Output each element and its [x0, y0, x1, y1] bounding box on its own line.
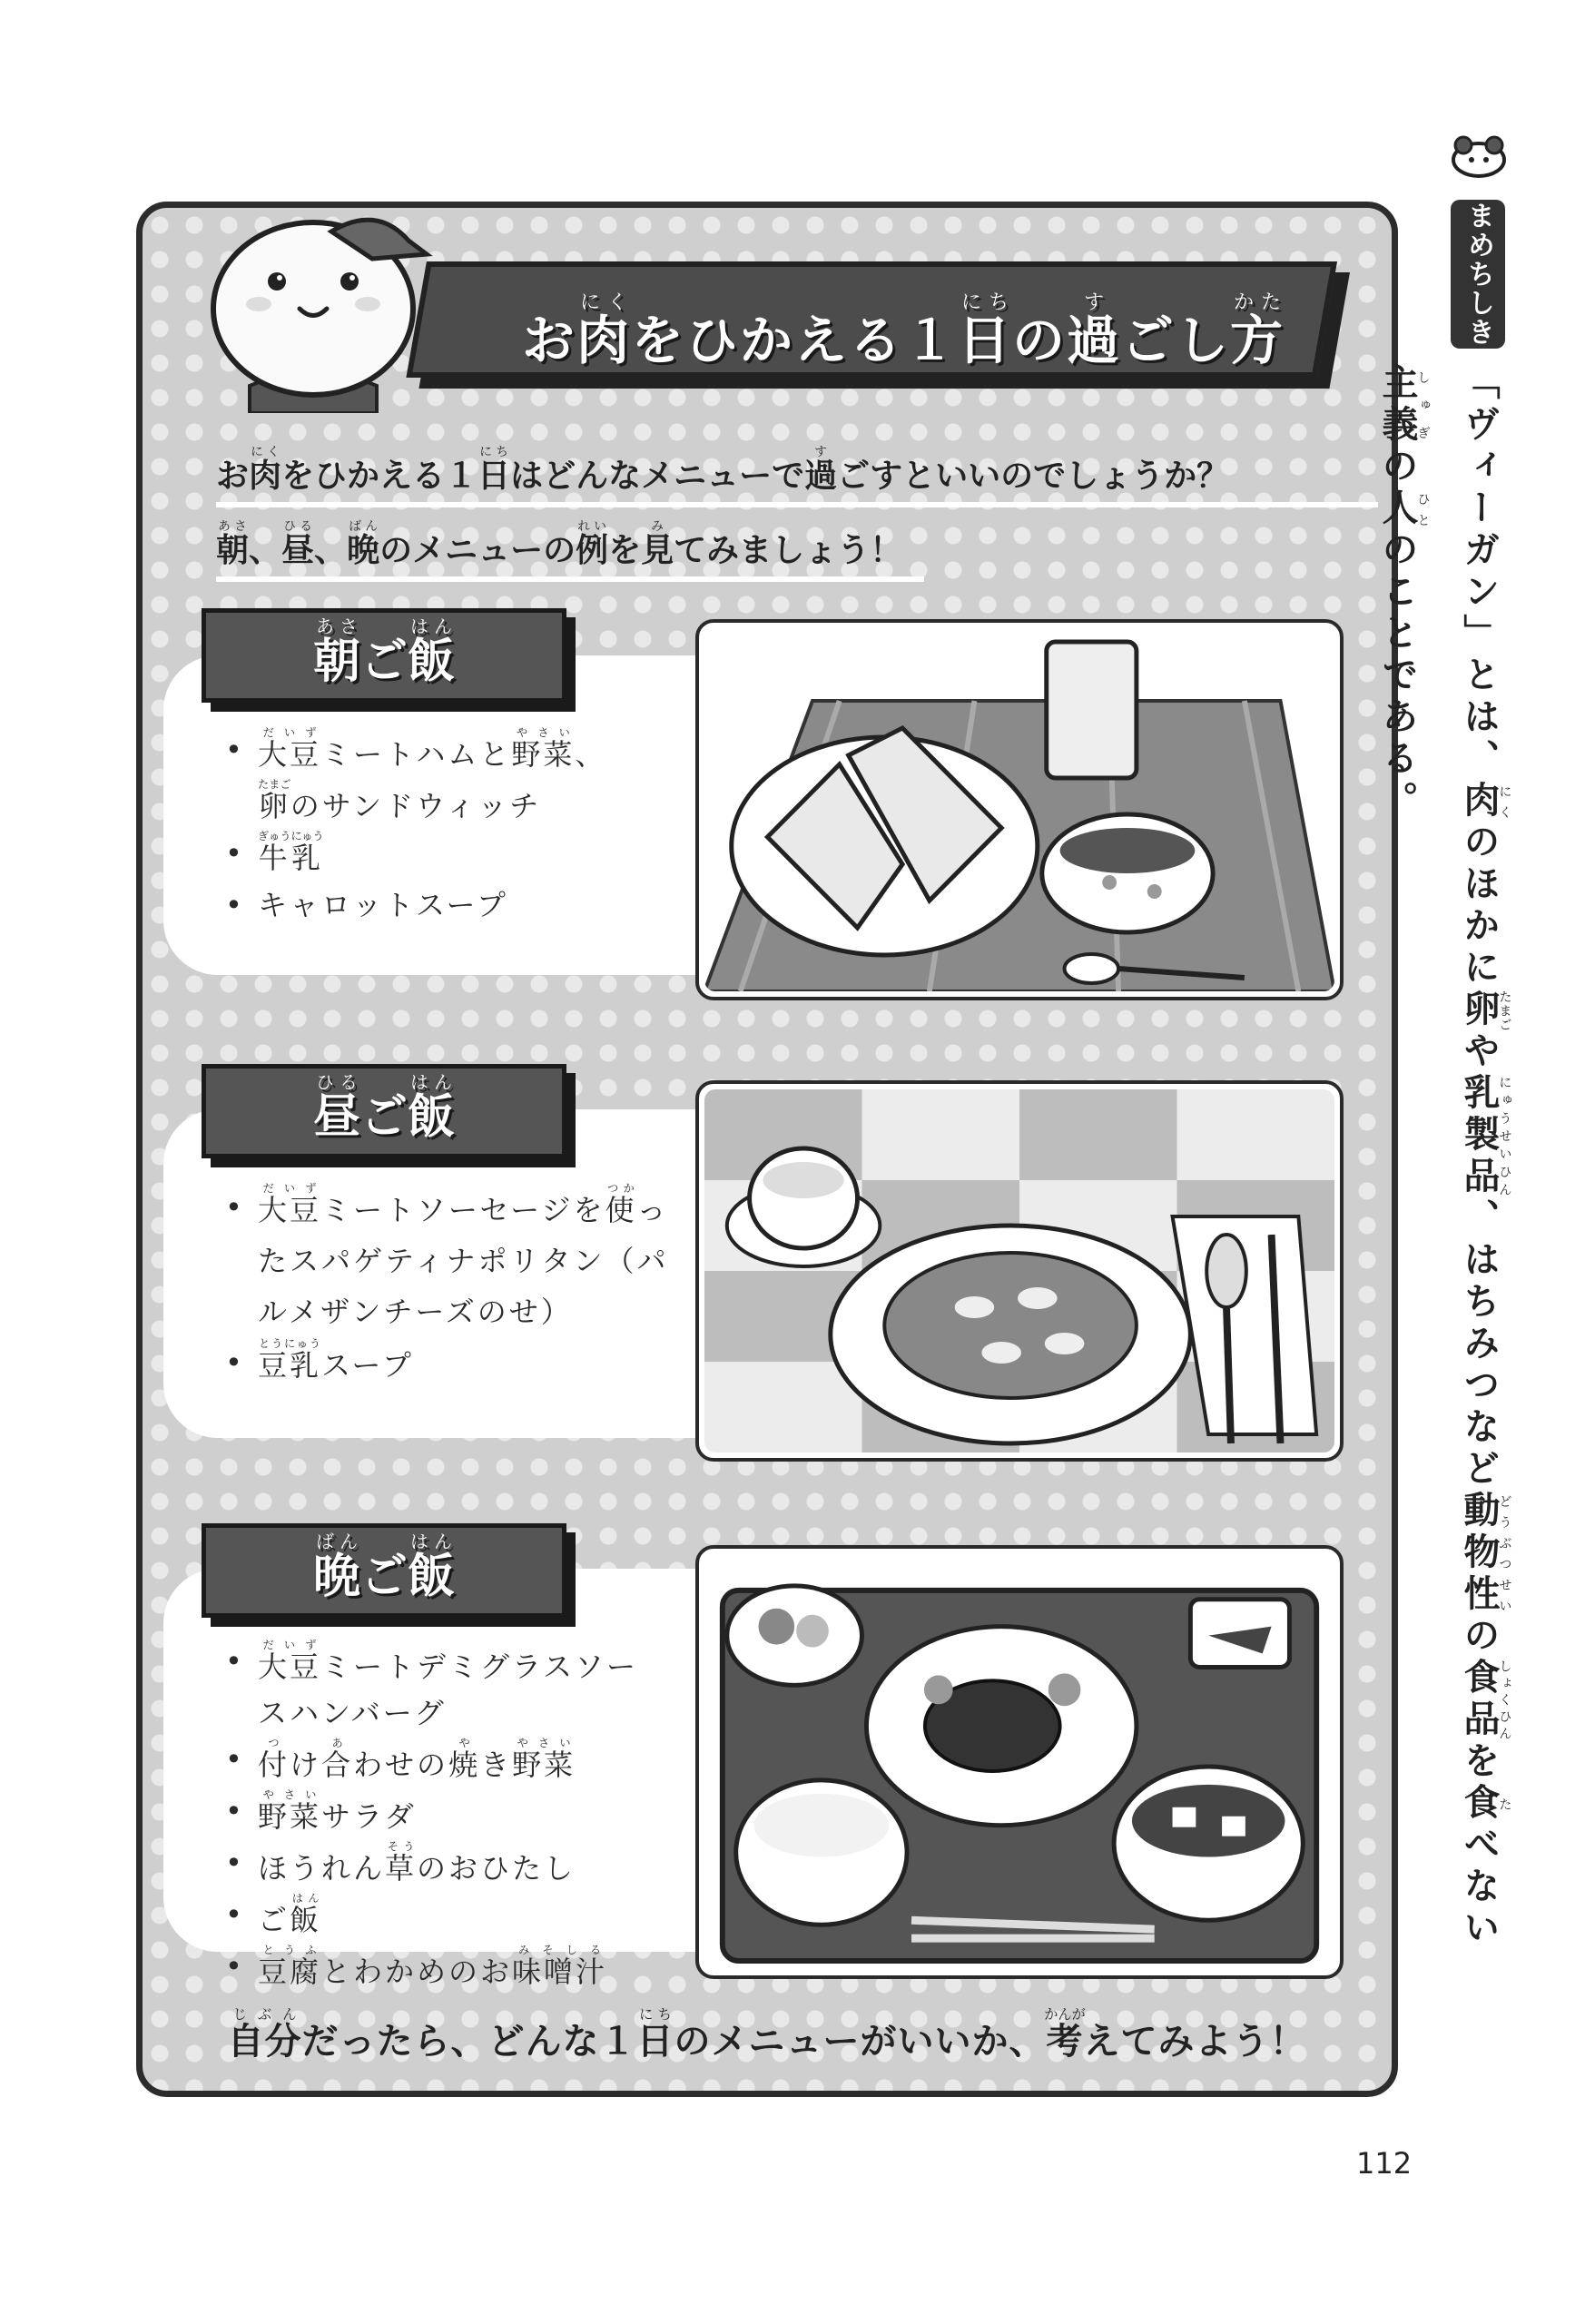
- list-item: たスパゲティナポリタン（パ: [258, 1244, 669, 1278]
- list-item: • 豆腐とうふとわかめのお味噌汁みそしる: [225, 1944, 638, 1995]
- list-item: • 付つけ合あわせの焼やき野菜やさい: [225, 1737, 638, 1788]
- dinner-menu-list: [225, 1639, 638, 1995]
- mascot-illustration: [204, 204, 440, 413]
- dinner-illustration: [695, 1545, 1344, 1979]
- list-item: • ほうれん草そうのおひたし: [225, 1840, 638, 1892]
- footer-prompt: 自分じぶんだったら、どんな１日にちのメニューがいいか、考かんがえてみよう！: [227, 2006, 1307, 2063]
- list-item: 卵たまごのサンドウィッチ: [258, 778, 542, 823]
- list-item: • 牛乳ぎゅうにゅう: [225, 830, 606, 881]
- page-number: 112: [1356, 2146, 1413, 2181]
- breakfast-label: 朝あさ ご 飯はん: [202, 608, 566, 703]
- intro-question: お肉にくをひかえる１日にちはどんなメニューで過すごすといいのでしょうか？: [216, 445, 1378, 507]
- dinner-label: 晩ばん ご 飯はん: [202, 1523, 566, 1618]
- trivia-text: 「ヴィーガン」とは、肉にくのほかに卵たまごや乳製品にゅうせいひん、はちみつなど動物性どうぶつせいの食品しょくひんを食たべない主義しゅぎの人ひとのことである。: [1376, 363, 1511, 1950]
- lunch-label: 昼ひる ご 飯はん: [202, 1064, 566, 1158]
- list-item: • ご飯はん: [225, 1892, 638, 1944]
- list-item: スハンバーグ: [258, 1696, 447, 1730]
- breakfast-menu-list: [225, 726, 606, 929]
- list-item: ルメザンチーズのせ）: [258, 1295, 573, 1329]
- trivia-tab: まめちしき: [1451, 200, 1505, 349]
- page-title: お 肉にく をひかえる１ 日にち の 過す ごし 方かた: [521, 291, 1285, 371]
- list-item: • 大豆だいずミートハムと野菜やさい、: [225, 726, 606, 778]
- list-item: • キャロットスープ: [225, 881, 606, 929]
- intro-prompt: 朝あさ、昼ひる、晩ばんのメニューの例れいを見みてみましょう！: [216, 519, 924, 582]
- lunch-illustration: [695, 1080, 1344, 1462]
- list-item: • 大豆だいずミートソーセージを使つかっ: [225, 1182, 669, 1236]
- list-item: • 大豆だいずミートデミグラスソー: [225, 1639, 638, 1690]
- bean-mascot-icon: [1451, 134, 1507, 178]
- lunch-menu-list: [225, 1182, 669, 1391]
- list-item: • 豆乳とうにゅうスープ: [225, 1337, 669, 1391]
- list-item: • 野菜やさいサラダ: [225, 1788, 638, 1840]
- breakfast-illustration: [695, 619, 1344, 1000]
